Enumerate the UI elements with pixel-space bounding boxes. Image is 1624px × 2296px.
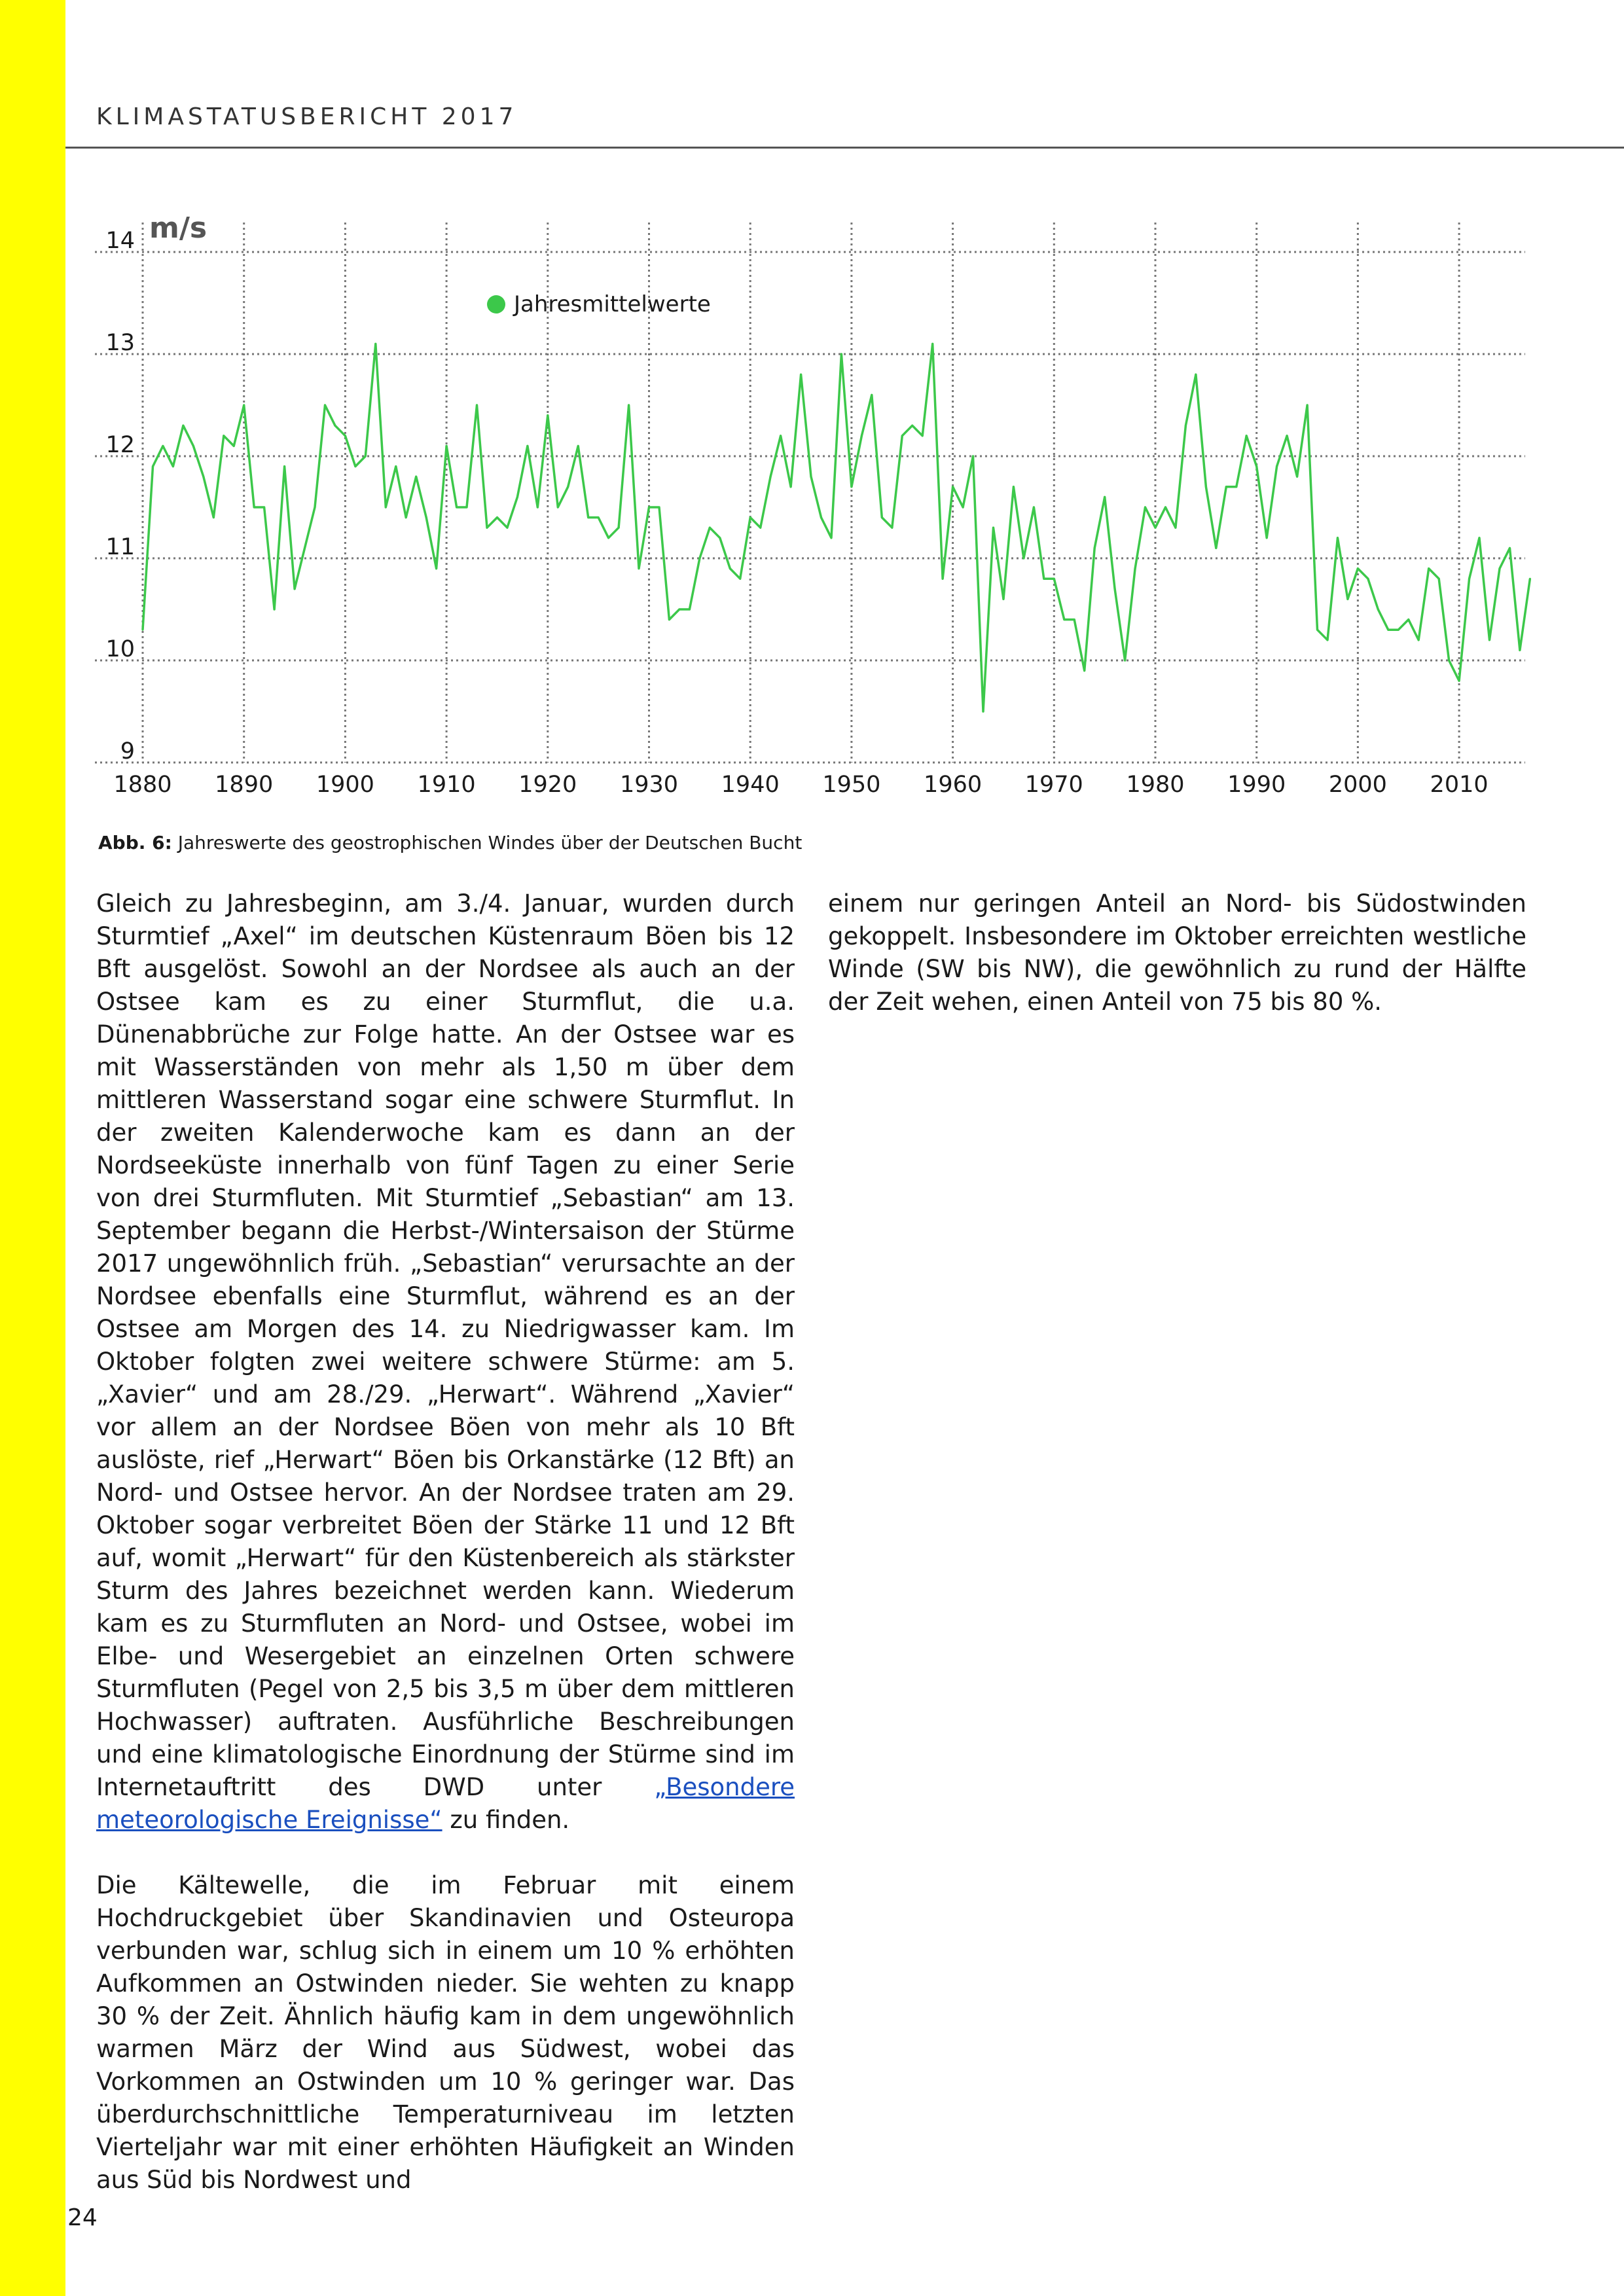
data-point-1909 [435,567,437,569]
data-point-2002 [1377,609,1379,611]
data-point-2013 [1489,639,1490,641]
data-point-1910 [446,445,448,447]
data-point-1937 [719,537,721,539]
data-point-1890 [243,404,245,406]
data-point-1889 [233,445,235,447]
data-point-1995 [1307,404,1308,406]
data-point-1898 [324,404,326,406]
data-point-1923 [577,445,579,447]
running-header: KLIMASTATUSBERICHT 2017 [96,103,518,130]
data-point-1993 [1286,435,1288,437]
data-point-1985 [1205,486,1207,488]
data-point-1961 [962,507,964,509]
data-point-1989 [1246,435,1248,437]
data-point-1919 [537,507,539,509]
data-point-1927 [618,527,620,529]
data-point-1905 [395,465,397,467]
data-point-1967 [1022,558,1024,560]
data-point-1894 [283,465,285,467]
data-point-1914 [486,527,488,529]
data-point-1970 [1053,578,1055,580]
data-point-1968 [1033,507,1035,509]
data-point-1992 [1276,465,1278,467]
figure-caption [98,832,802,853]
data-point-1913 [476,404,478,406]
data-point-1907 [415,476,417,478]
series-line-jahresmittelwerte [143,344,1530,711]
data-point-1936 [709,527,711,529]
data-point-1899 [334,425,336,427]
link-besondere-ereignisse[interactable]: „Besondere meteorologische Ereignisse“ [96,1773,795,1834]
data-point-1921 [557,507,559,509]
data-point-1915 [496,516,498,518]
data-point-1926 [607,537,609,539]
data-point-1929 [638,567,640,569]
caption-label: Abb. 6: [98,832,172,853]
data-point-1980 [1155,527,1157,529]
data-point-1990 [1255,465,1257,467]
data-point-1953 [881,516,883,518]
x-tick-label: 1950 [822,772,881,798]
y-tick-label: 10 [105,636,135,662]
x-tick-label: 1900 [316,772,374,798]
data-point-1982 [1174,527,1176,529]
paragraph-storms-text: Gleich zu Jahresbeginn, am 3./4. Januar, wurden durch Sturmtief „Axel“ im deutschen Küstenraum Böen bis 12 Bft ausgelöst. Sowohl an der Nordsee als auch an der Ostsee kam es zu einer Sturmflut, die u.a. Dünenabbrüche zur Folge hatte. An der Ostsee war es mit Wasserständen von mehr als 1,50 m über dem mittleren Wasserstand sogar eine schwere Sturmflut. In der zweiten Kalenderwoche kam es dann an der Nordseeküste innerhalb von fünf Tagen zu einer Serie von drei Sturmfluten. Mit Sturmtief „Sebastian“ am 13. September begann die Herbst-/Wintersaison der Stürme 2017 ungewöhnlich früh. „Sebastian“ verursachte an der Nordsee ebenfalls eine Sturmflut, während es an der Ostsee am Morgen des 14. zu Niedrigwasser kam. Im Oktober folgten zwei weitere schwere Stürme: am 5. „Xavier“ und am 28./29. „Herwart“. Während „Xavier“ vor allem an der Nordsee Böen von mehr als 10 Bft auslöste, rief „Herwart“ Böen bis Orkanstärke (12 Bft) an Nord- und Ostsee hervor. An der Nordsee traten am 29. Oktober sogar verbreitet Böen der Stärke 11 und 12 Bft auf, womit „Herwart“ für den Küstenbereich als stärkster Sturm des Jahres bezeichnet werden kann. Wiederum kam es zu Sturmfluten an Nord- und Ostsee, wobei im Elbe- und Wesergebiet an einzelnen Orten schwere Sturmfluten (Pegel von 2,5 bis 3,5 m über dem mittleren Hochwasser) auftraten. Ausführliche Beschreibungen und eine klimatologische Einordnung der Stürme sind im Internetauftritt des DWD unter [96,889,795,1801]
data-point-1886 [202,476,204,478]
data-point-1940 [749,516,751,518]
data-point-1956 [911,425,913,427]
x-axis-ticks [113,772,1488,798]
data-point-2016 [1519,649,1521,651]
unit-label: m/s [149,211,208,245]
data-point-1984 [1195,374,1197,376]
data-point-2014 [1499,567,1501,569]
data-point-1951 [861,435,863,437]
data-point-1902 [365,456,367,457]
data-point-1938 [729,567,731,569]
data-point-1891 [253,507,255,509]
data-point-2005 [1407,619,1409,620]
data-point-1946 [810,476,812,478]
data-point-1881 [152,465,154,467]
data-point-1969 [1043,578,1045,580]
data-point-2017 [1529,578,1531,580]
data-point-1979 [1144,507,1146,509]
legend-marker [487,295,505,314]
x-tick-label: 2000 [1328,772,1387,798]
data-point-1897 [314,507,316,509]
data-point-1882 [162,445,164,447]
data-point-1986 [1215,547,1217,549]
data-point-1960 [952,486,954,488]
data-point-1900 [344,435,346,437]
data-point-1978 [1134,567,1136,569]
caption-text: Jahreswerte des geostrophischen Windes über der Deutschen Bucht [171,832,803,853]
text-column-right [828,888,1526,1018]
text-column-left [96,888,795,2197]
data-point-1998 [1337,537,1339,539]
data-point-1896 [304,547,306,549]
x-tick-label: 1990 [1227,772,1286,798]
data-point-2006 [1418,639,1420,641]
data-point-1948 [831,537,833,539]
paragraph-cold-wave: Die Kältewelle, die im Februar mit einem Hochdruckgebiet über Skandinavien und Osteuropa verbunden war, schlug sich in einem um 10 % erhöhten Aufkommen an Ostwinden nieder. Sie wehten zu knapp 30 % der Zeit. Ähnlich häufig kam in dem ungewöhnlich warmen März der Wind aus Südwest, wobei das Vorkommen an Ostwinden um 10 % geringer war. Das überdurchschnittliche Temperaturniveau im letzten Vierteljahr war mit einer erhöhten Häufigkeit an Winden aus Süd bis Nordwest und [96,1871,795,2194]
data-point-1991 [1266,537,1268,539]
data-point-1962 [972,456,974,457]
data-point-2003 [1387,629,1389,631]
x-tick-label: 1920 [518,772,577,798]
data-point-1887 [213,516,215,518]
data-point-1912 [466,507,468,509]
paragraph-storms [96,888,795,1837]
y-tick-label: 9 [120,738,135,764]
y-axis-ticks [105,228,135,764]
x-tick-label: 1980 [1126,772,1185,798]
data-point-1931 [659,507,660,509]
data-point-1977 [1124,660,1126,662]
data-point-1935 [698,558,700,560]
data-point-2004 [1398,629,1399,631]
data-point-1976 [1114,588,1116,590]
x-tick-label: 1930 [619,772,679,798]
data-point-1911 [456,507,458,509]
data-point-1916 [506,527,508,529]
data-point-1973 [1083,670,1085,672]
legend-label: Jahresmittelwerte [514,291,711,317]
x-tick-label: 1910 [417,772,476,798]
data-point-1963 [983,711,984,713]
x-tick-label: 1880 [113,772,172,798]
data-point-1885 [192,445,194,447]
data-point-1918 [526,445,528,447]
data-point-1920 [547,414,549,416]
y-tick-label: 11 [105,534,135,560]
data-point-1981 [1164,507,1166,509]
data-point-1925 [598,516,600,518]
data-point-1949 [840,353,842,355]
data-point-1934 [689,609,691,611]
data-point-1972 [1074,619,1075,620]
data-point-2000 [1357,567,1359,569]
page-number: 24 [67,2204,98,2231]
data-point-1893 [274,609,276,611]
data-point-1996 [1316,629,1318,631]
data-point-1966 [1013,486,1015,488]
wind-line-chart [85,203,1538,825]
data-point-1954 [891,527,893,529]
data-point-1928 [628,404,630,406]
data-point-1958 [931,343,933,345]
paragraph-storms-end: zu finden. [442,1806,570,1834]
data-point-1947 [820,516,822,518]
data-point-2010 [1458,680,1460,682]
paragraph-wind-directions: einem nur geringen Anteil an Nord- bis Südostwinden gekoppelt. Insbesondere im Oktober erreichten westliche Winde (SW bis NW), die gewöhnlich zu rund der Hälfte der Zeit wehen, einen Anteil von 75 bis 80 %. [828,889,1526,1016]
data-point-1924 [587,516,589,518]
x-tick-label: 2010 [1430,772,1489,798]
data-point-1933 [678,609,680,611]
data-point-1903 [374,343,376,345]
y-tick-label: 12 [105,432,135,458]
data-point-1883 [172,465,174,467]
data-point-1917 [516,496,518,498]
data-point-1901 [354,465,356,467]
data-point-1955 [901,435,903,437]
y-tick-label: 14 [105,228,135,254]
data-point-2011 [1468,578,1470,580]
data-point-1888 [223,435,225,437]
header-rule [65,147,1624,149]
data-point-1884 [182,425,184,427]
data-points [142,343,1531,713]
data-point-1957 [922,435,924,437]
data-point-1895 [294,588,296,590]
data-point-1959 [942,578,944,580]
data-point-1950 [850,486,852,488]
data-point-2015 [1509,547,1511,549]
data-point-1892 [263,507,265,509]
data-point-1939 [739,578,741,580]
data-point-1994 [1296,476,1298,478]
yellow-side-bar [0,0,65,2296]
data-point-1944 [790,486,792,488]
data-point-1922 [567,486,569,488]
data-point-1988 [1235,486,1237,488]
data-point-1943 [780,435,782,437]
legend [487,291,711,317]
data-point-1965 [1003,598,1005,600]
data-point-2001 [1367,578,1369,580]
data-point-1908 [425,516,427,518]
data-point-1971 [1063,619,1065,620]
data-point-1952 [871,394,873,396]
x-tick-label: 1940 [721,772,780,798]
x-tick-label: 1960 [924,772,983,798]
data-point-1941 [759,527,761,529]
data-point-1975 [1104,496,1106,498]
data-point-1999 [1346,598,1348,600]
data-point-1906 [405,516,407,518]
data-point-1997 [1327,639,1329,641]
data-point-1945 [800,374,802,376]
data-point-1942 [770,476,772,478]
data-point-2012 [1479,537,1481,539]
data-point-2008 [1438,578,1440,580]
data-point-1904 [385,507,387,509]
data-point-1974 [1094,547,1096,549]
y-tick-label: 13 [105,330,135,356]
data-point-1880 [142,629,144,631]
data-point-2007 [1428,567,1430,569]
x-tick-label: 1970 [1024,772,1083,798]
data-point-1983 [1185,425,1187,427]
data-point-1930 [648,507,650,509]
x-tick-label: 1890 [215,772,274,798]
data-point-1987 [1225,486,1227,488]
data-point-1964 [992,527,994,529]
data-point-1932 [668,619,670,620]
data-point-2009 [1448,660,1450,662]
